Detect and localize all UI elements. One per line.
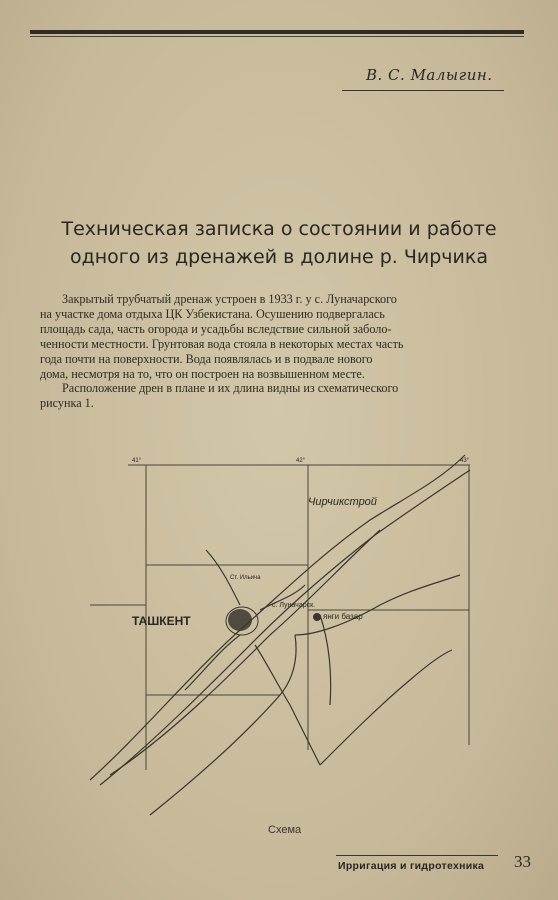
schematic-map: [80, 445, 500, 825]
author-block: [342, 60, 502, 90]
map-label-tashkent: ТАШКЕНТ: [132, 614, 191, 628]
author-name: В. С. Малыгин.: [366, 66, 493, 84]
map-coord-mid: 42°: [296, 458, 306, 464]
body-line: на участке дома отдыха ЦК Узбекистана. Осушению подвергалась: [40, 306, 385, 321]
body-line: ченности местности. Грунтовая вода стояла в некоторых местах часть: [40, 336, 404, 351]
body-line: дома, несмотря на то, что он построен на возвышенном месте.: [40, 366, 365, 381]
map-caption: Схема: [268, 824, 302, 836]
body-line: года почти на поверхности. Вода появлялась и в подвале нового: [40, 351, 373, 366]
author-underline: [342, 90, 504, 91]
body-line: Закрытый трубчатый дренаж устроен в 1933 г. у с. Луначарского: [62, 292, 397, 306]
top-rule: [30, 30, 524, 34]
body-line: площадь сада, часть огорода и усадьбы вследствие сильной заболо-: [40, 321, 392, 336]
title-line-2: одного из дренажей в долине р. Чирчика: [70, 246, 488, 268]
map-coord-right: 43°: [460, 458, 470, 464]
yangi-bazar-marker: [313, 613, 321, 621]
page-number: 33: [514, 852, 531, 871]
map-coord-left: 41°: [132, 458, 142, 464]
map-label-yangi-bazar: янги базар: [323, 612, 363, 621]
map-rivers: [90, 455, 470, 815]
map-label-small: Ст. Ильича: [230, 575, 261, 581]
map-label-luncharskoe: с. Луначарск.: [272, 602, 316, 609]
tashkent-marker: [226, 607, 258, 635]
article-title: [20, 215, 538, 271]
article-body: [40, 292, 528, 411]
title-line-1: Техническая записка о состоянии и работе: [61, 218, 497, 240]
footer-journal-name: Ирригация и гидротехника: [338, 860, 485, 872]
top-rule-thin: [30, 36, 524, 37]
body-line: Расположение дрен в плане и их длина видны из схематического: [62, 381, 399, 396]
footer-rule: [336, 855, 498, 856]
map-label-chirchikstroy: Чирчикстрой: [308, 496, 377, 508]
body-line: рисунка 1.: [40, 396, 94, 411]
